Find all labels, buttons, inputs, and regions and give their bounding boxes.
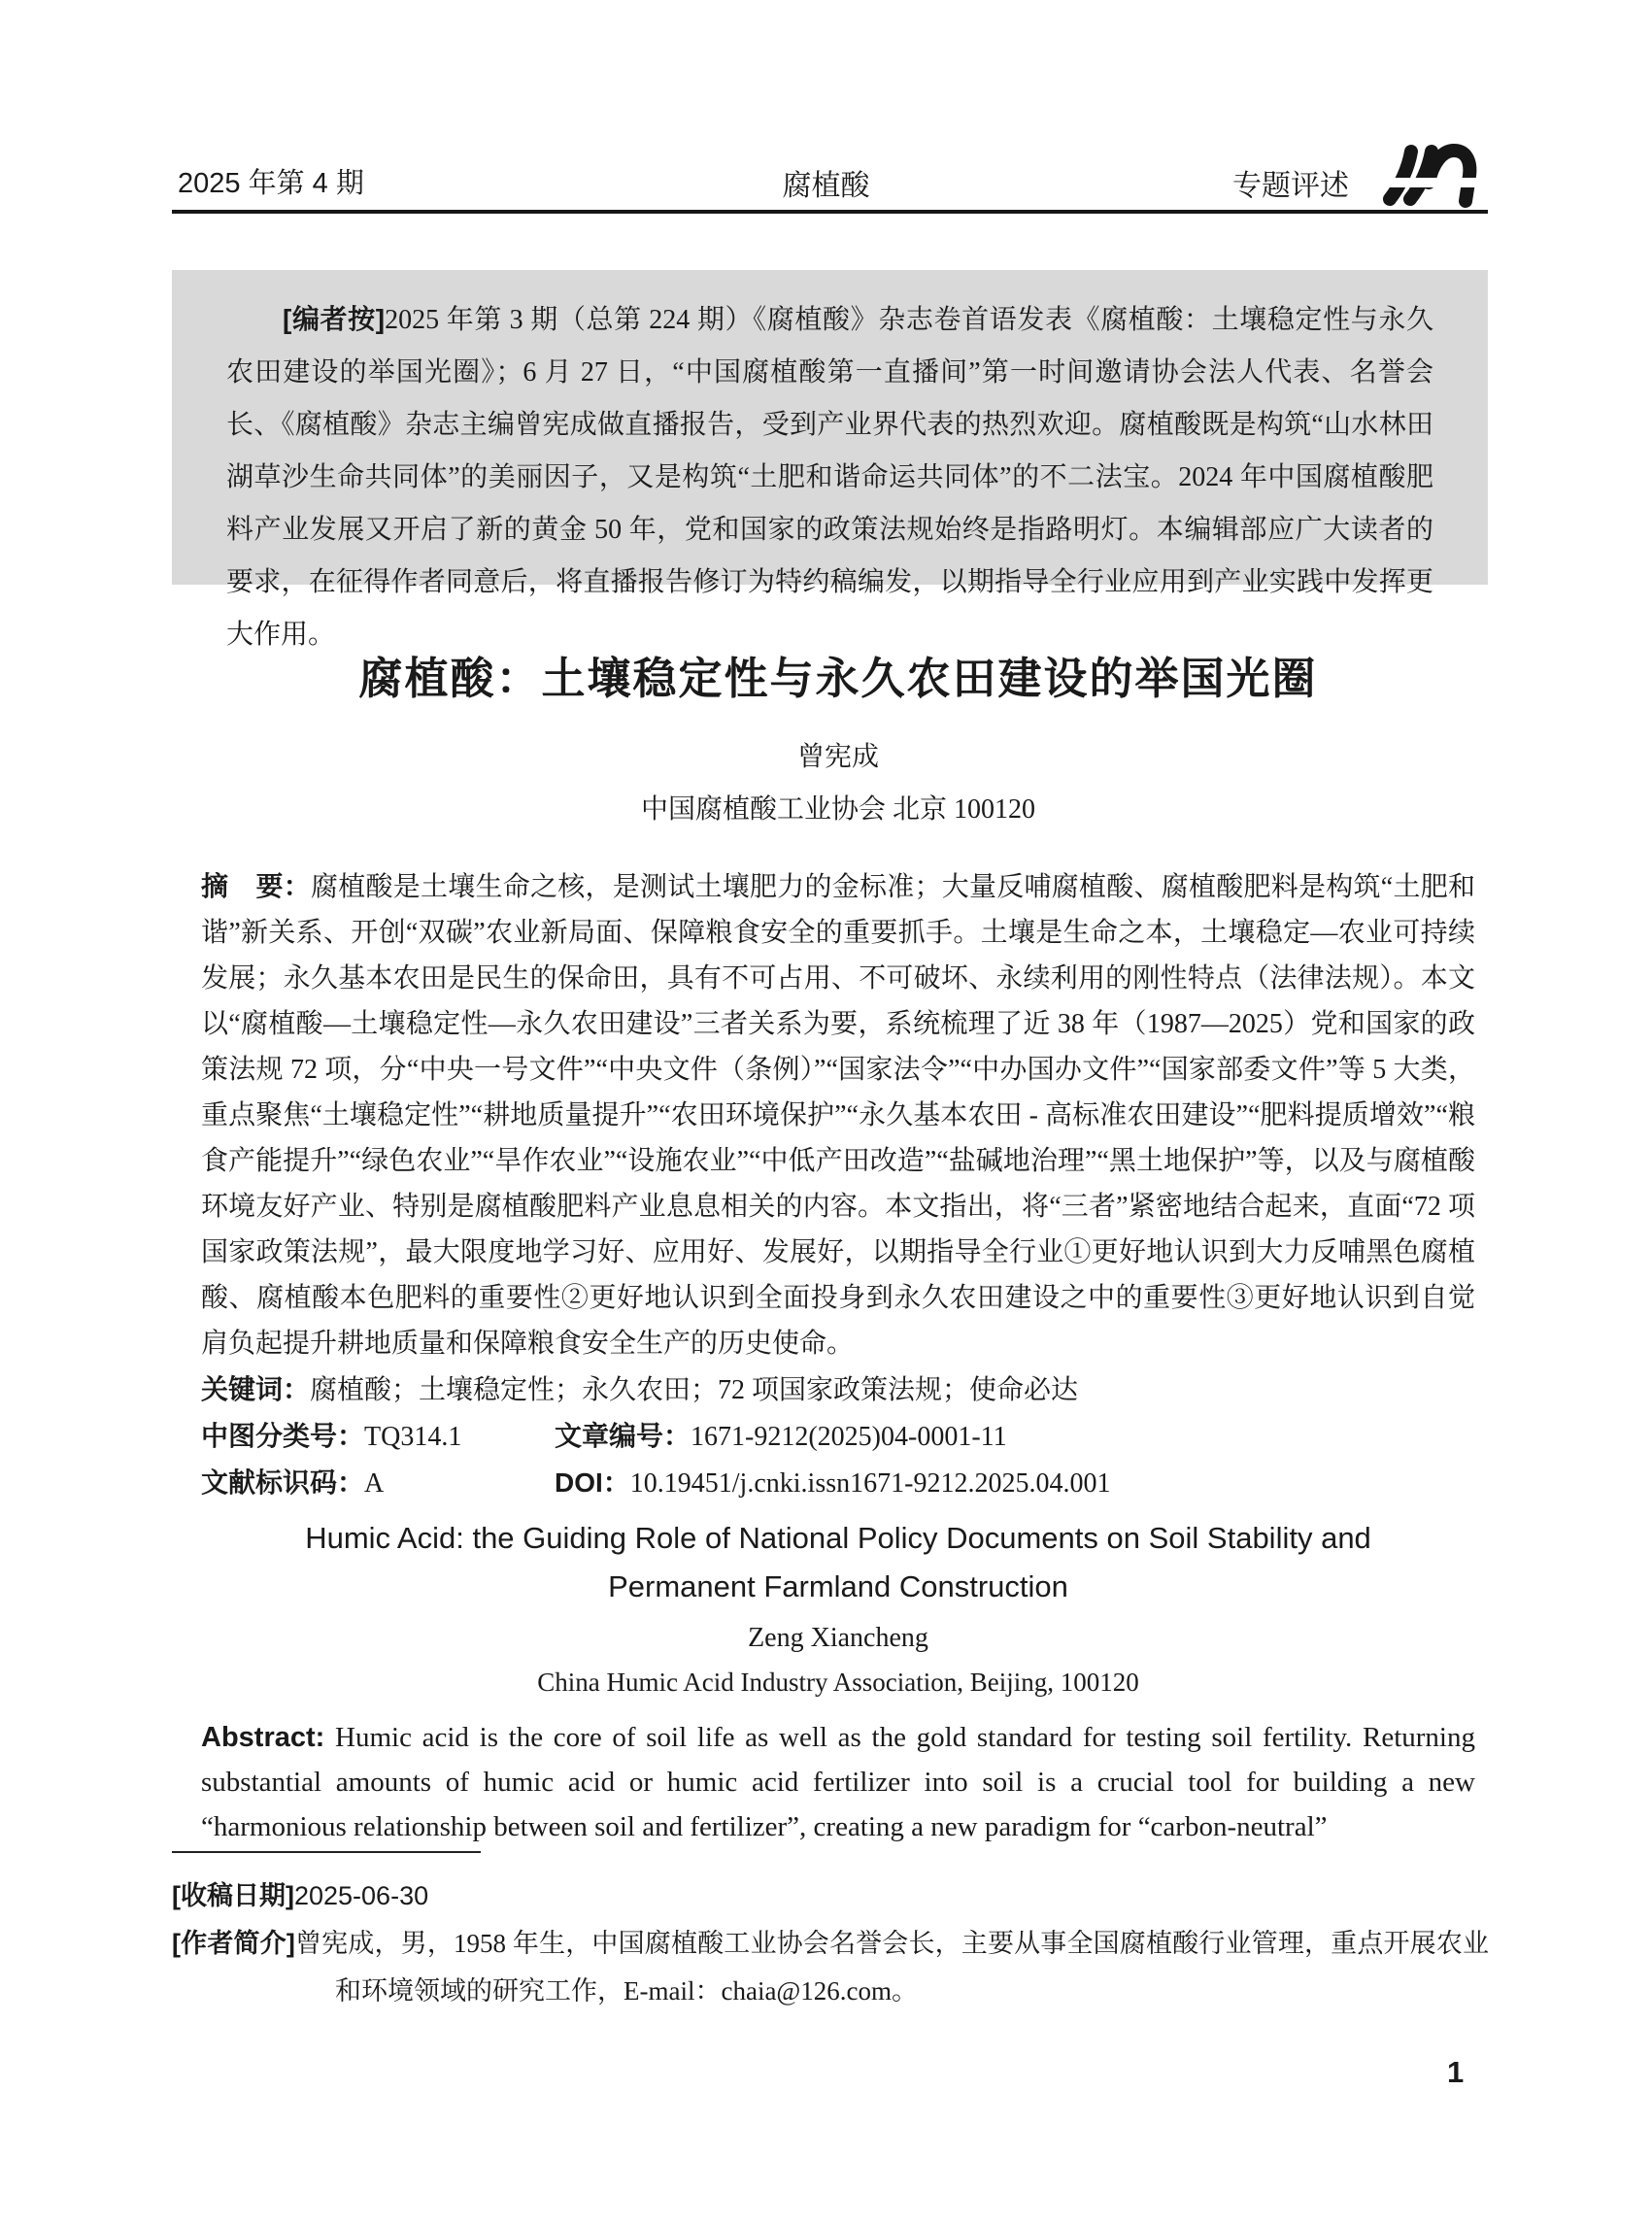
footnote-bio-row bbox=[172, 1920, 1489, 2015]
english-abstract-body: Humic acid is the core of soil life as well as the gold standard for testing soil fertility. Returning substantial amounts of humic acid or humic acid fertilizer into soil is a crucial tool for building a new “harmonious relationship between soil and fertilizer”, creating a new paradigm for “carbon-neutral” bbox=[201, 1722, 1475, 1842]
keywords-row bbox=[201, 1366, 1475, 1413]
page-number: 1 bbox=[1447, 2055, 1465, 2089]
received-date-label: [收稿日期] bbox=[172, 1881, 294, 1910]
clc-value: TQ314.1 bbox=[364, 1422, 462, 1452]
footnote-received-row bbox=[172, 1872, 1489, 1920]
article-title: 腐植酸：土壤稳定性与永久农田建设的举国光圈 bbox=[358, 654, 1318, 703]
doc-code-value: A bbox=[364, 1468, 385, 1499]
abstract-body: 腐植酸是土壤生命之核，是测试土壤肥力的金标准；大量反哺腐植酸、腐植酸肥料是构筑“土肥和谐”新关系、开创“双碳”农业新局面、保障粮食安全的重要抓手。土壤是生命之本，土壤稳定—农业可持续发展；永久基本农田是民生的保命田，具有不可占用、不可破坏、永续利用的刚性特点（法律法规）。本文以“腐植酸—土壤稳定性—永久农田建设”三者关系为要，系统梳理了近 38 年（1987—2025）党和国家的政策法规 72 项，分“中央一号文件”“中央文件（条例）”“国家法令”“中办国办文件”“国家部委文件”等 5 大类，重点聚焦“土壤稳定性”“耕地质量提升”“农田环境保护”“永久基本农田 - 高标准农田建设”“肥料提质增效”“粮食产能提升”“绿色农业”“旱作农业”“设施农业”“中低产田改造”“盐碱地治理”“黑土地保护”等，以及与腐植酸环境友好产业、特别是腐植酸肥料产业息息相关的内容。本文指出，将“三者”紧密地结合起来，直面“72 项国家政策法规”，最大限度地学习好、应用好、发展好，以期指导全行业①更好地认识到大力反哺黑色腐植酸、腐植酸本色肥料的重要性②更好地认识到全面投身到永久农田建设之中的重要性③更好地认识到自觉肩负起提升耕地质量和保障粮食安全生产的历史使命。 bbox=[201, 872, 1475, 1359]
header-issue: 2025 年第 4 期 bbox=[178, 168, 364, 199]
header-column-name: 专题评述 bbox=[1232, 170, 1349, 202]
editor-note-label: [编者按] bbox=[283, 304, 386, 334]
article-no-label: 文章编号： bbox=[555, 1421, 691, 1451]
article-main bbox=[201, 643, 1475, 1849]
keywords-label: 关键词： bbox=[201, 1374, 311, 1404]
english-title: Humic Acid: the Guiding Role of National Policy Documents on Soil Stability and Permanent Farmland Construction bbox=[305, 1521, 1371, 1603]
english-affiliation: China Humic Acid Industry Association, Beijing, 100120 bbox=[537, 1668, 1139, 1697]
footnote-block bbox=[172, 1851, 1489, 2015]
meta-row-clc bbox=[201, 1413, 1475, 1460]
doi-group bbox=[555, 1460, 1110, 1506]
keywords-value: 腐植酸；土壤稳定性；永久农田；72 项国家政策法规；使命必达 bbox=[310, 1375, 1079, 1405]
author-bio-label: [作者简介] bbox=[172, 1929, 295, 1958]
article-author: 曾宪成 bbox=[796, 742, 879, 772]
editor-note-box bbox=[172, 270, 1488, 650]
article-affiliation: 中国腐植酸工业协会 北京 100120 bbox=[640, 794, 1035, 825]
english-abstract-paragraph bbox=[201, 1715, 1475, 1849]
article-no-group bbox=[555, 1413, 1007, 1460]
abstract-label: 摘 要： bbox=[201, 871, 312, 901]
received-date-value: 2025-06-30 bbox=[293, 1881, 429, 1910]
doi-label: DOI： bbox=[555, 1467, 630, 1498]
clc-label: 中图分类号： bbox=[201, 1421, 365, 1451]
article-no-value: 1671-9212(2025)04-0001-11 bbox=[691, 1422, 1007, 1452]
header-journal-title: 腐植酸 bbox=[782, 170, 870, 202]
english-abstract-label: Abstract: bbox=[201, 1722, 325, 1753]
editor-note-body: 2025 年第 3 期（总第 224 期）《腐植酸》杂志卷首语发表《腐植酸：土壤稳定性与永久农田建设的举国光圈》；6 月 27 日，“中国腐植酸第一直播间”第一时间邀请协会法人代表、名誉会长、《腐植酸》杂志主编曾宪成做直播报告，受到产业界代表的热烈欢迎。腐植酸既是构筑“山水林田湖草沙生命共同体”的美丽因子，又是构筑“土肥和谐命运共同体”的不二法宝。2024 年中国腐植酸肥料产业发展又开启了新的黄金 50 年，党和国家的政策法规始终是指路明灯。本编辑部应广大读者的要求，在征得作者同意后，将直播报告修订为特约稿编发，以期指导全行业应用到产业实践中发挥更大作用。 bbox=[226, 305, 1433, 650]
journal-logo-icon bbox=[1380, 142, 1479, 210]
meta-row-doccode bbox=[201, 1460, 1475, 1506]
doc-code-label: 文献标识码： bbox=[201, 1467, 365, 1498]
abstract-paragraph bbox=[201, 863, 1475, 1366]
header-rule bbox=[172, 210, 1488, 214]
editor-note-paragraph bbox=[226, 293, 1433, 661]
english-author: Zeng Xiancheng bbox=[748, 1623, 928, 1653]
doi-value: 10.19451/j.cnki.issn1671-9212.2025.04.001 bbox=[629, 1468, 1111, 1499]
author-bio-body: 曾宪成，男，1958 年生，中国腐植酸工业协会名誉会长，主要从事全国腐植酸行业管理，重点开展农业和环境领域的研究工作，E-mail：chaia@126.com。 bbox=[294, 1929, 1489, 2006]
footnote-rule bbox=[172, 1851, 481, 1853]
